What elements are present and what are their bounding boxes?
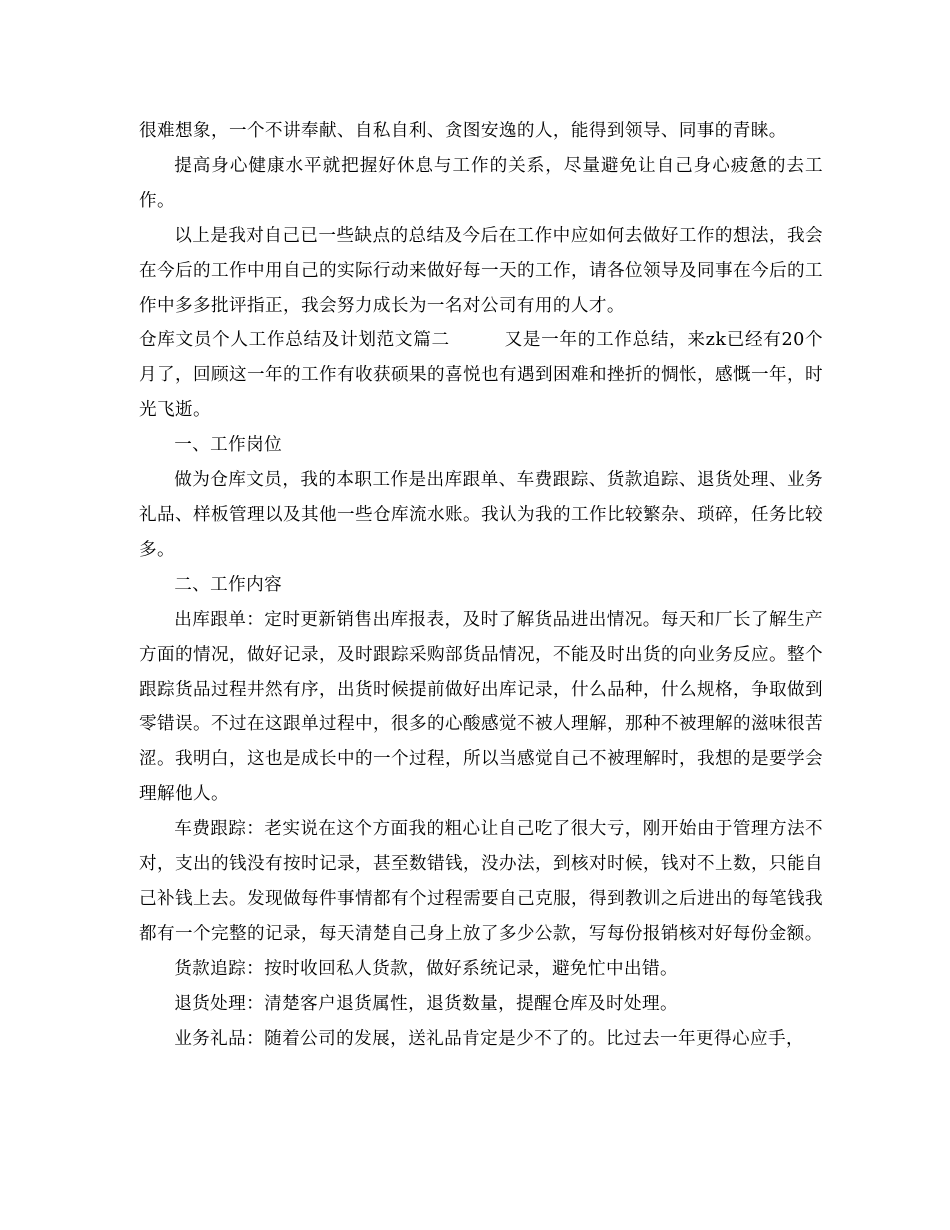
paragraph-freight-tracking: 车费跟踪：老实说在这个方面我的粗心让自己吃了很大亏，刚开始由于管理方法不对，支出的钱没有按时记录，甚至数错钱，没办法，到核对时候，钱对不上数，只能自己补钱上去。发现做每件事情都有个过程需要自己克服，得到教训之后进出的每笔钱我都有一个完整的记录，每天清楚自己身上放了多少公款，写每份报销核对好每份金额。 (139, 819, 823, 944)
paragraph-2: 提高身心健康水平就把握好休息与工作的关系，尽量避免让自己身心疲惫的去工作。 (139, 155, 823, 211)
paragraph-work-position: 做为仓库文员，我的本职工作是出库跟单、车费跟踪、货款追踪、退货处理、业务礼品、样板管理以及其他一些仓库流水账。我认为我的工作比较繁杂、琐碎，任务比较多。 (139, 470, 823, 560)
paragraph-payment-tracking: 货款追踪：按时收回私人货款，做好系统记录，避免忙中出错。 (174, 958, 679, 979)
paragraph-business-gifts: 业务礼品：随着公司的发展，送礼品肯定是少不了的。比过去一年更得心应手， (174, 1028, 804, 1049)
document-body (139, 114, 823, 1056)
paragraph-3: 以上是我对自己已一些缺点的总结及今后在工作中应如何去做好工作的想法，我会在今后的工作中用自己的实际行动来做好每一天的工作，请各位领导及同事在今后的工作中多多批评指正，我会努力成长为一名对公司有用的人才。 (139, 225, 823, 316)
heading-work-content: 二、工作内容 (174, 574, 283, 595)
paragraph-1: 很难想象，一个不讲奉献、自私自利、贪图安逸的人，能得到领导、同事的青睐。 (139, 121, 787, 141)
paragraph-outbound-tracking: 出库跟单：定时更新销售出库报表，及时了解货品进出情况。每天和厂长了解生产方面的情况，做好记录，及时跟踪采购部货品情况，不能及时出货的向业务反应。整个跟踪货品过程井然有序，出货时候提前做好出库记录，什么品种，什么规格，争取做到零错误。不过在这跟单过程中，很多的心酸感觉不被人理解，那种不被理解的滋味很苦涩。我明白，这也是成长中的一个过程，所以当感觉自己不被理解时，我想的是要学会理解他人。 (139, 609, 823, 805)
paragraph-returns-handling: 退货处理：清楚客户退货属性，退货数量，提醒仓库及时处理。 (174, 993, 679, 1014)
heading-work-position: 一、工作岗位 (174, 435, 283, 456)
section-title-paragraph: 仓库文员个人工作总结及计划范文篇二 又是一年的工作总结，来zk已经有20个月了，回顾这一年的工作有收获硕果的喜悦也有遇到困难和挫折的惆怅，感慨一年，时光飞逝。 (139, 330, 823, 421)
